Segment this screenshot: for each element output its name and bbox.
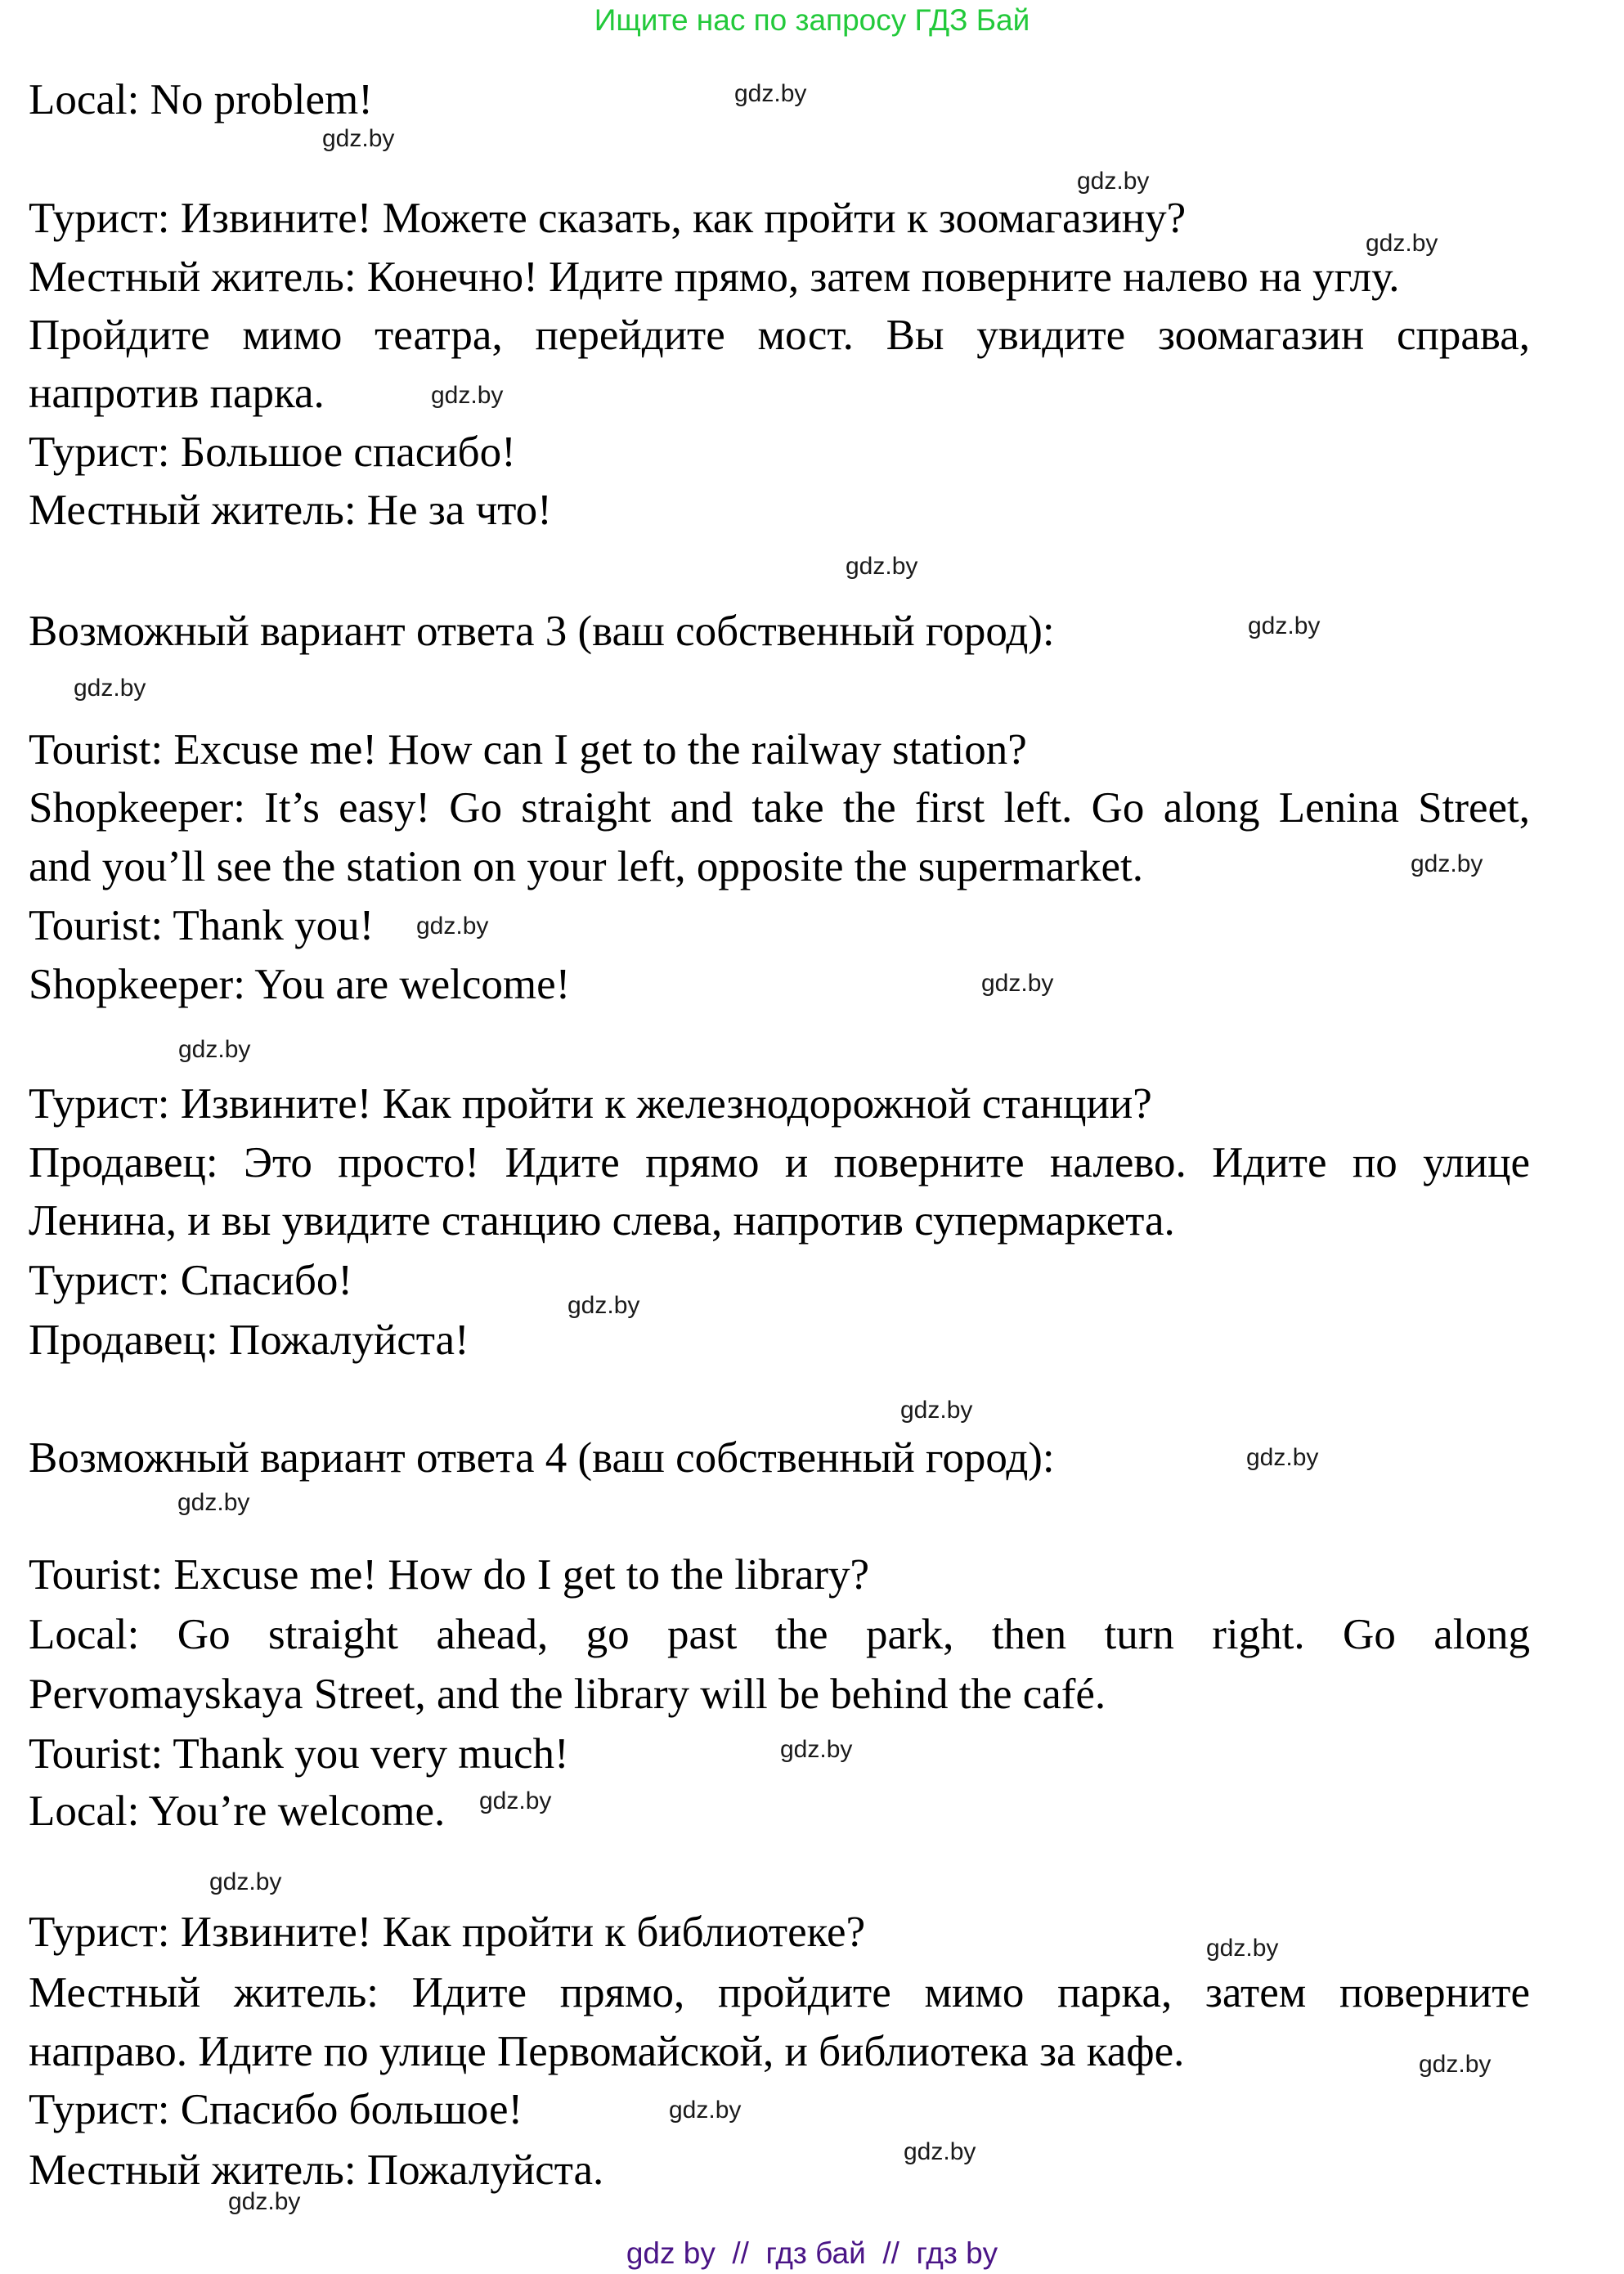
watermark: gdz.by <box>780 1736 853 1763</box>
text-line: Пройдите мимо театра, перейдите мост. Вы увидите зоомагазин справа, <box>29 312 1530 359</box>
watermark: gdz.by <box>431 382 504 409</box>
watermark: gdz.by <box>74 675 146 702</box>
watermark: gdz.by <box>1077 168 1150 195</box>
watermark: gdz.by <box>209 1868 282 1895</box>
text-line: Local: Go straight ahead, go past the park, then turn right. Go along <box>29 1611 1530 1658</box>
watermark: gdz.by <box>1206 1935 1279 1962</box>
watermark: gdz.by <box>846 553 918 580</box>
watermark: gdz.by <box>1366 230 1438 257</box>
text-line: Продавец: Это просто! Идите прямо и поверните налево. Идите по улице <box>29 1139 1530 1186</box>
text-line: and you’ll see the station on your left, opposite the supermarket. <box>29 843 1143 890</box>
text-line: напротив парка. <box>29 370 325 417</box>
watermark: gdz.by <box>416 913 489 940</box>
text-line: Турист: Извините! Как пройти к библиотеке? <box>29 1908 866 1956</box>
text-line: Local: No problem! <box>29 76 373 123</box>
text-line: Местный житель: Пожалуйста. <box>29 2146 604 2194</box>
section-heading: Возможный вариант ответа 4 (ваш собственный город): <box>29 1434 1055 1482</box>
watermark: gdz.by <box>178 1036 251 1063</box>
text-line: Турист: Извините! Как пройти к железнодорожной станции? <box>29 1080 1152 1128</box>
text-line: Турист: Извините! Можете сказать, как пройти к зоомагазину? <box>29 195 1187 242</box>
text-line: Pervomayskaya Street, and the library will be behind the café. <box>29 1671 1106 1718</box>
text-line: Местный житель: Конечно! Идите прямо, затем поверните налево на углу. <box>29 253 1400 301</box>
text-line: Турист: Большое спасибо! <box>29 428 516 476</box>
watermark: gdz.by <box>734 80 807 107</box>
watermark: gdz.by <box>669 2097 742 2124</box>
text-line: Tourist: Excuse me! How can I get to the railway station? <box>29 726 1027 774</box>
text-line: Турист: Спасибо! <box>29 1257 352 1304</box>
text-line: направо. Идите по улице Первомайской, и библиотека за кафе. <box>29 2028 1185 2075</box>
watermark: gdz.by <box>177 1489 250 1516</box>
text-line: Турист: Спасибо большое! <box>29 2086 523 2133</box>
watermark: gdz.by <box>904 2138 976 2165</box>
section-heading: Возможный вариант ответа 3 (ваш собственный город): <box>29 608 1055 655</box>
watermark: gdz.by <box>1411 850 1483 877</box>
text-line: Местный житель: Не за что! <box>29 487 552 534</box>
watermark: gdz.by <box>1246 1444 1319 1471</box>
site-footer-links: gdz by // гдз бай // гдз by <box>626 2236 998 2270</box>
watermark: gdz.by <box>1248 612 1321 639</box>
text-line: Local: You’re welcome. <box>29 1787 446 1835</box>
search-hint-header: Ищите нас по запросу ГДЗ Бай <box>594 3 1030 37</box>
text-line: Местный житель: Идите прямо, пройдите мимо парка, затем поверните <box>29 1969 1530 2016</box>
text-line: Shopkeeper: It’s easy! Go straight and take the first left. Go along Lenina Street, <box>29 784 1530 832</box>
text-line: Ленина, и вы увидите станцию слева, напротив супермаркета. <box>29 1197 1175 1245</box>
watermark: gdz.by <box>568 1292 640 1319</box>
text-line: Tourist: Thank you! <box>29 902 375 949</box>
watermark: gdz.by <box>322 125 395 152</box>
text-line: Shopkeeper: You are welcome! <box>29 961 571 1008</box>
text-line: Tourist: Excuse me! How do I get to the library? <box>29 1551 870 1599</box>
watermark: gdz.by <box>1419 2051 1492 2078</box>
text-line: Tourist: Thank you very much! <box>29 1730 569 1778</box>
watermark: gdz.by <box>981 970 1054 997</box>
watermark: gdz.by <box>479 1787 552 1814</box>
watermark: gdz.by <box>900 1397 973 1424</box>
text-line: Продавец: Пожалуйста! <box>29 1316 469 1364</box>
watermark: gdz.by <box>228 2188 301 2215</box>
